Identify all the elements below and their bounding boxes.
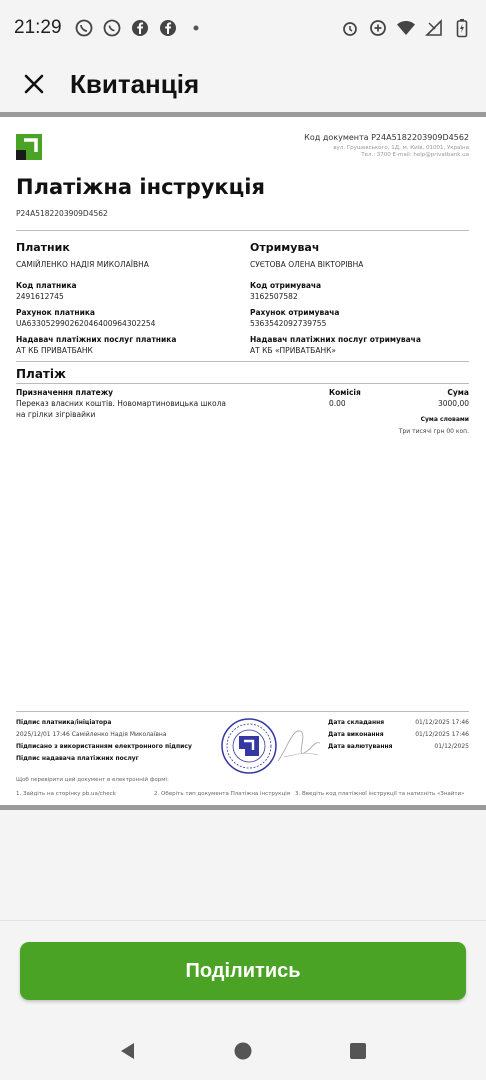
home-circle-icon [233,1041,253,1061]
date-executed-label: Дата виконання [328,731,384,738]
facebook-icon [158,18,178,38]
payer-heading: Платник [16,241,70,254]
facebook-icon [130,18,150,38]
recipient-account: 5363542092739755 [250,319,327,328]
alarm-icon [340,18,360,38]
wifi-icon [396,18,416,38]
recents-button[interactable] [338,1031,378,1071]
status-time: 21:29 [14,17,62,38]
recipient-name: СУЄТОВА ОЛЕНА ВІКТОРІВНА [250,260,364,269]
document-number: P24A5182203909D4562 [16,209,108,218]
payer-provider: АТ КБ ПРИВАТБАНК [16,346,93,355]
close-icon [23,73,45,95]
amount-label: Сума [447,388,469,397]
date-created: 01/12/2025 17:46 [415,719,469,726]
divider [16,383,469,384]
purpose-label: Призначення платежу [16,388,114,397]
page-title: Квитанція [70,68,200,99]
recipient-provider: АТ КБ «ПРИВАТБАНК» [250,346,336,355]
status-bar [0,0,486,56]
purpose-line: Переказ власних коштів. Новомартиновицька школа [16,399,226,408]
recipient-code-label: Код отримувача [250,281,322,290]
receipt-document [0,112,486,810]
payer-provider-label: Надавач платіжних послуг платника [16,335,177,344]
viber-icon [74,18,94,38]
divider [16,711,469,712]
signal-icon [424,18,444,38]
signer-label: Підпис платника/ініціатора [16,719,112,726]
purpose-line: на грілки зігрівайки [16,410,96,419]
date-value: 01/12/2025 [434,743,469,750]
recipient-code: 3162507582 [250,292,298,301]
payer-code: 2491612745 [16,292,64,301]
navigation-bar [0,1022,486,1080]
date-created-label: Дата складання [328,719,385,726]
back-triangle-icon [118,1041,138,1061]
amount-words-label: Сума словами [420,416,469,423]
divider [0,920,486,921]
home-button[interactable] [223,1031,263,1071]
recents-square-icon [348,1041,368,1061]
signer-value: 2025/12/01 17:46 Самійленко Надія Миколаївна [16,731,167,738]
recipient-provider-label: Надавач платіжних послуг отримувача [250,335,421,344]
battery-icon [452,18,472,38]
payer-account: UA633052990262046400964302254 [16,319,156,328]
close-button[interactable] [10,60,58,108]
amount-value: 3000,00 [437,399,469,408]
document-code: Код документа P24A5182203909D4562 [304,133,469,142]
electronic-signature-note: Підписано з використанням електронного підпису [16,743,192,750]
whatsapp-icon [102,18,122,38]
payer-code-label: Код платника [16,281,77,290]
bank-stamp [220,717,278,775]
payment-heading: Платіж [16,367,66,381]
verify-step: 1. Зайдіть на сторінку pb.ua/check [16,791,116,797]
back-button[interactable] [108,1031,148,1071]
handwritten-signature [274,721,324,771]
divider [16,230,469,231]
bank-address: вул. Грушевського, 1Д, м. Київ, 01001, Україна Тел.: 3700 E-mail: help@privatbank.ua [333,145,469,158]
recipient-heading: Отримувач [250,241,320,254]
document-title: Платіжна інструкція [16,175,265,199]
recipient-account-label: Рахунок отримувача [250,308,340,317]
data-saver-icon [368,18,388,38]
dot-icon [186,18,206,38]
share-button[interactable]: Поділитись [20,942,466,1000]
receipt-body [16,117,469,805]
app-bar [0,56,486,112]
privatbank-logo [16,134,42,160]
date-executed: 01/12/2025 17:46 [415,731,469,738]
amount-words: Три тисячі грн 00 коп. [398,428,469,435]
notification-icons [74,18,206,38]
date-value-label: Дата валютування [328,743,393,750]
system-icons [340,18,472,38]
payer-name: САМІЙЛЕНКО НАДІЯ МИКОЛАЇВНА [16,260,149,269]
verify-step: 2. Оберіть тип документа Платіжна інструкція [154,791,291,797]
payer-account-label: Рахунок платника [16,308,95,317]
commission-value: 0.00 [329,399,346,408]
commission-label: Комісія [329,388,361,397]
provider-signature-label: Підпис надавача платіжних послуг [16,755,139,762]
verify-intro: Щоб перевірити цей документ в електронній формі: [16,777,169,783]
divider [16,361,469,362]
verify-step: 3. Введіть код платіжної інструкції та натисніть «Знайти» [295,791,465,797]
